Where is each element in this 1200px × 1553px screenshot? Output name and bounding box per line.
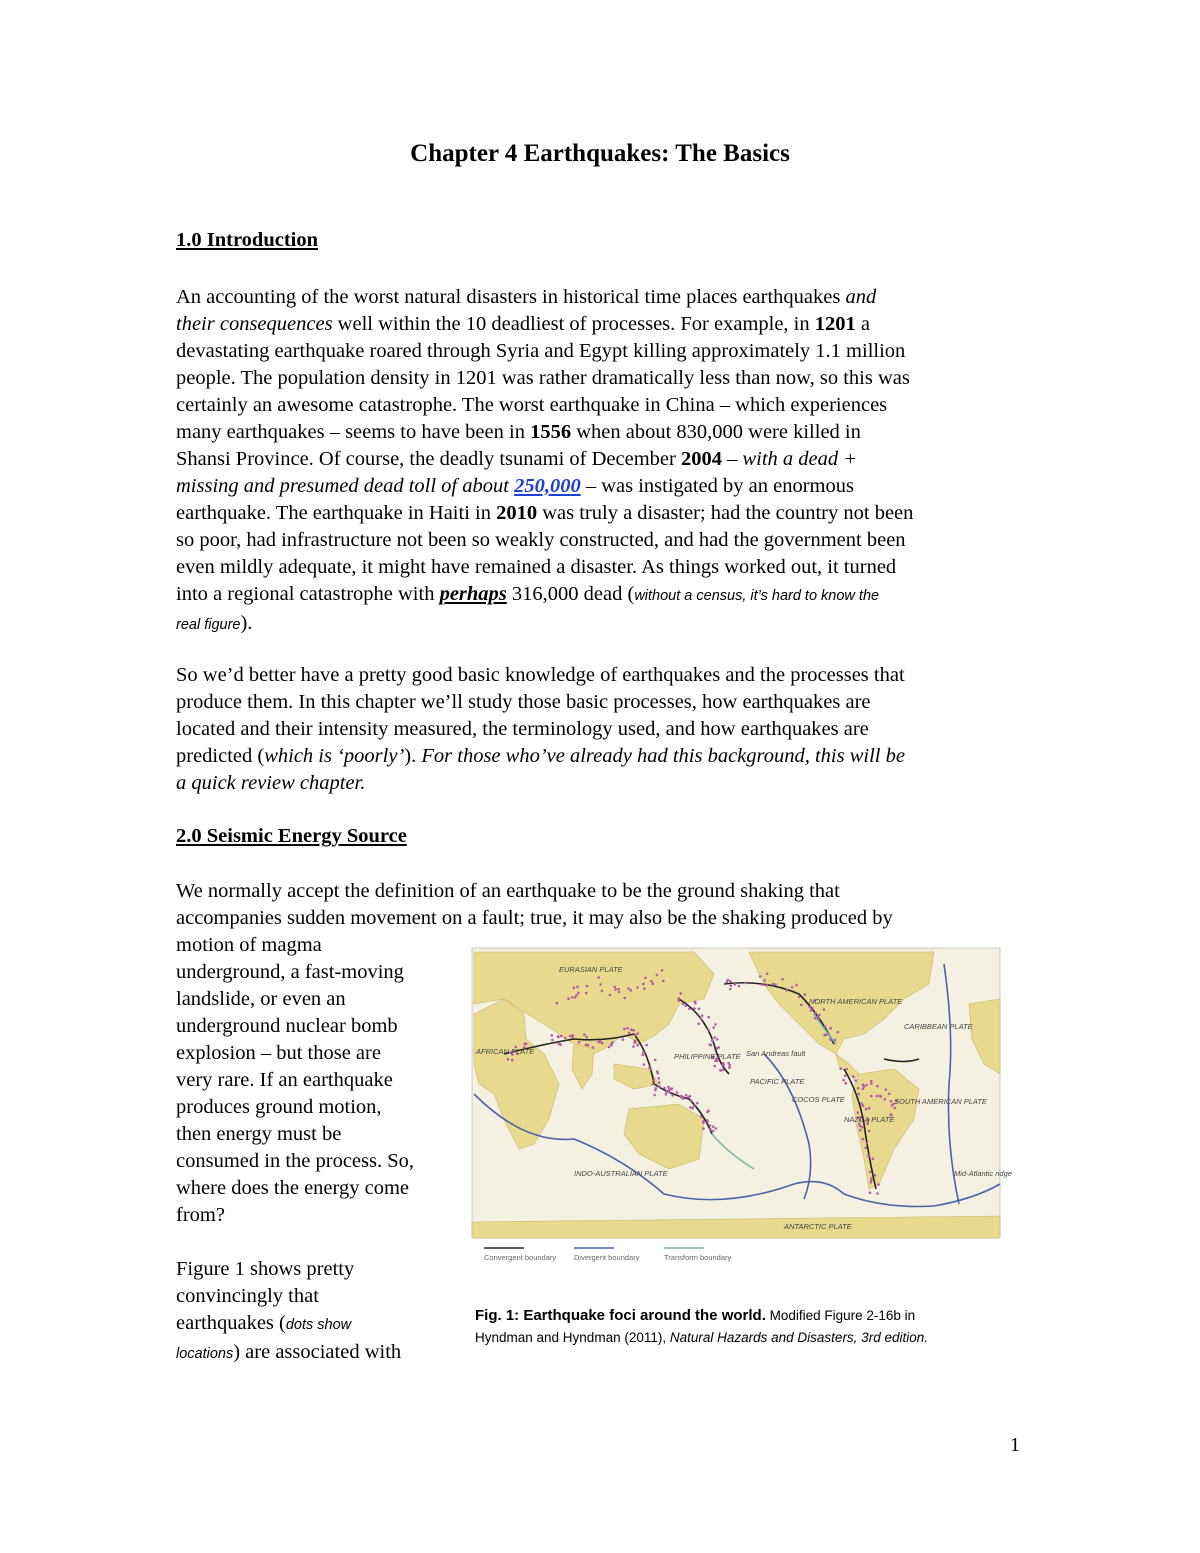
earthquake-dot <box>712 1125 715 1128</box>
earthquake-dot <box>829 1038 832 1041</box>
earthquake-dot <box>680 1096 683 1099</box>
earthquake-dot <box>872 1158 875 1161</box>
earthquake-dot <box>678 997 681 1000</box>
earthquake-dot <box>601 1042 604 1045</box>
earthquake-dot <box>766 984 769 987</box>
earthquake-dot <box>658 1085 661 1088</box>
earthquake-dot <box>701 1014 704 1017</box>
earthquake-dot <box>601 990 604 993</box>
earthquake-dot <box>877 1183 880 1186</box>
earthquake-dot <box>744 982 747 985</box>
earthquake-dot <box>865 1108 868 1111</box>
earthquake-dot <box>728 1066 731 1069</box>
earthquake-dot <box>564 1037 567 1040</box>
earthquake-dot <box>874 1174 877 1177</box>
earthquake-dot <box>706 1119 709 1122</box>
earthquake-dot <box>844 1075 847 1078</box>
earthquake-dot <box>707 1016 710 1019</box>
earthquake-dot <box>858 1093 861 1096</box>
earthquake-dot <box>698 1008 701 1011</box>
earthquake-dot <box>711 1039 714 1042</box>
earthquake-dot <box>702 1127 705 1130</box>
earthquake-dot <box>676 1091 679 1094</box>
earthquake-dot <box>628 1032 631 1035</box>
earthquake-dot <box>556 1002 559 1005</box>
earthquake-dot <box>558 1043 561 1046</box>
earthquake-dot <box>630 989 633 992</box>
legend-transform: Transform boundary <box>664 1253 732 1262</box>
earthquake-dot <box>623 997 626 1000</box>
earthquake-dot <box>857 1111 860 1114</box>
earthquake-dot <box>876 1095 879 1098</box>
earthquake-dot <box>804 993 807 996</box>
figure-caption: Fig. 1: Earthquake foci around the world. Modified Figure 2-16b in Hyndman and Hyndman (2011), Natural Hazards and Disasters, 3rd edition. <box>475 1307 928 1345</box>
earthquake-dot <box>884 1098 887 1101</box>
earthquake-dot <box>868 1130 871 1133</box>
label-san-andreas-fault: San Andreas fault <box>746 1049 806 1058</box>
earthquake-dot <box>643 988 646 991</box>
earthquake-dot <box>824 1025 827 1028</box>
earthquake-dot <box>814 1012 817 1015</box>
section-heading-seismic-energy-source: 2.0 Seismic Energy Source <box>176 825 407 847</box>
earthquake-dot <box>696 1102 699 1105</box>
earthquake-dot <box>722 1068 725 1071</box>
earthquake-dot <box>845 1082 848 1085</box>
earthquake-dot <box>653 1079 656 1082</box>
earthquake-dot <box>622 1038 625 1041</box>
earthquake-dot <box>719 1069 722 1072</box>
earthquake-dot <box>814 1017 817 1020</box>
earthquake-dot <box>870 1181 873 1184</box>
earthquake-dot <box>657 1077 660 1080</box>
earthquake-dot <box>576 985 579 988</box>
earthquake-dot <box>688 1008 691 1011</box>
earthquake-dot <box>662 980 665 983</box>
earthquake-dot <box>682 1003 685 1006</box>
earthquake-dot <box>668 1088 671 1091</box>
earthquake-dot <box>614 988 617 991</box>
earthquake-dot <box>774 983 777 986</box>
seismic-paragraph-2: Figure 1 shows pretty convincingly that earthquakes (dots show locations) are associated with <box>176 1258 402 1363</box>
label-nazca-plate: NAZCA PLATE <box>844 1115 895 1124</box>
legend-divergent: Divergent boundary <box>574 1253 640 1262</box>
earthquake-dot <box>734 983 737 986</box>
earthquake-dot <box>842 1079 845 1082</box>
earthquake-dot <box>811 1007 814 1010</box>
earthquake-dot <box>876 1192 879 1195</box>
earthquake-dot <box>859 1129 862 1132</box>
earthquake-dot <box>654 1089 657 1092</box>
label-pacific-plate: PACIFIC PLATE <box>750 1077 805 1086</box>
earthquake-dot <box>642 1051 645 1054</box>
earthquake-dot <box>657 1072 660 1075</box>
earthquake-dot <box>577 992 580 995</box>
earthquake-dot <box>592 1046 595 1049</box>
earthquake-dot <box>714 1065 717 1068</box>
earthquake-dot <box>697 1023 700 1026</box>
earthquake-dot <box>817 1018 820 1021</box>
earthquake-dot <box>738 985 741 988</box>
earthquake-dot <box>761 983 764 986</box>
earthquake-dot <box>663 1087 666 1090</box>
earthquake-dot <box>722 1062 725 1065</box>
earthquake-dot <box>583 1033 586 1036</box>
earthquake-dot <box>795 984 798 987</box>
earthquake-dot <box>727 979 730 982</box>
earthquake-dot <box>785 989 788 992</box>
label-indo-australian-plate: INDO-AUSTRALIAN PLATE <box>574 1169 668 1178</box>
earthquake-dot <box>551 1039 554 1042</box>
earthquake-dot <box>839 1067 842 1070</box>
earthquake-dot <box>571 996 574 999</box>
earthquake-dot <box>829 1027 832 1030</box>
earthquake-dot <box>781 978 784 981</box>
earthquake-dot <box>716 1038 719 1041</box>
earthquake-dot <box>823 1034 826 1037</box>
earthquake-dot <box>627 987 630 990</box>
earthquake-dot <box>845 1068 848 1071</box>
earthquake-dot <box>597 976 600 979</box>
earthquake-dot <box>511 1059 514 1062</box>
earthquake-dot <box>864 1147 867 1150</box>
label-antarctic-plate: ANTARCTIC PLATE <box>784 1222 852 1231</box>
page-number: 1 <box>1010 1434 1020 1456</box>
label-eurasian-plate: EURASIAN PLATE <box>559 965 623 974</box>
earthquake-dot <box>712 1130 715 1133</box>
earthquake-dot <box>766 973 769 976</box>
earthquake-dot <box>870 1080 873 1083</box>
earthquake-dot <box>578 1041 581 1044</box>
earthquake-dot <box>834 1039 837 1042</box>
earthquake-dot <box>667 1086 670 1089</box>
legend-convergent: Convergent boundary <box>484 1253 557 1262</box>
seismic-paragraph-1-continued: motion of magma underground, a fast-moving landslide, or even an underground nuclear bomb explosion – but those are very rare. If an earthquake produces ground motion, then energy must be consumed in the process. So, where does the energy come from? <box>176 934 414 1226</box>
earthquake-dot <box>707 1029 710 1032</box>
earthquake-dot <box>869 1191 872 1194</box>
earthquake-dot <box>714 1036 717 1039</box>
earthquake-dot <box>671 1087 674 1090</box>
earthquake-dot <box>658 1081 661 1084</box>
earthquake-dot <box>861 1126 864 1129</box>
chapter-title: Chapter 4 Earthquakes: The Basics <box>410 140 790 167</box>
section-heading-introduction: 1.0 Introduction <box>176 229 319 251</box>
earthquake-dot <box>632 1045 635 1048</box>
label-cocos-plate: COCOS PLATE <box>792 1095 845 1104</box>
earthquake-dot <box>854 1079 857 1082</box>
earthquake-dot <box>598 1041 601 1044</box>
earthquake-dot <box>618 991 621 994</box>
earthquake-dot <box>823 1008 826 1011</box>
earthquake-dot <box>867 1154 870 1157</box>
earthquake-dot <box>608 1046 611 1049</box>
earthquake-dot <box>862 1087 865 1090</box>
earthquake-dot <box>712 1026 715 1029</box>
earthquake-dot <box>809 1006 812 1009</box>
earthquake-dot <box>702 1121 705 1124</box>
earthquake-dot <box>888 1093 891 1096</box>
label-mid-atlantic-ridge: Mid-Atlantic ridge <box>954 1169 1012 1178</box>
earthquake-dot <box>693 1007 696 1010</box>
earthquake-dot <box>862 1138 865 1141</box>
earthquake-dot <box>609 994 612 997</box>
earthquake-dot <box>560 1035 563 1038</box>
earthquake-dot <box>691 1107 694 1110</box>
earthquake-dot <box>632 1029 635 1032</box>
earthquake-dot <box>706 1111 709 1114</box>
earthquake-dot <box>729 988 732 991</box>
label-african-plate: AFRICAN PLATE <box>476 1047 535 1056</box>
earthquake-dot <box>610 1042 613 1045</box>
earthquake-dot <box>876 1085 879 1088</box>
earthquake-dot <box>694 1002 697 1005</box>
earthquake-dot <box>866 1142 869 1145</box>
earthquake-dot <box>817 1015 820 1018</box>
earthquake-dot <box>652 1083 655 1086</box>
earthquake-dot <box>894 1107 897 1110</box>
earthquake-dot <box>890 1100 893 1103</box>
earthquake-dot <box>772 983 775 986</box>
earthquake-dot <box>665 1090 668 1093</box>
label-north-american-plate: NORTH AMERICAN PLATE <box>809 997 903 1006</box>
earthquake-dot <box>714 1023 717 1026</box>
earthquake-dot <box>810 1009 813 1012</box>
earthquake-dot <box>645 1044 648 1047</box>
earthquake-dot <box>634 1034 637 1037</box>
earthquake-dot <box>700 1018 703 1021</box>
earthquake-dot <box>623 1028 626 1031</box>
introduction-paragraph-1: An accounting of the worst natural disasters in historical time places earthquakes and their consequences well within the 10 deadliest of processes. For example, in 1201 a devastating earthquake roared through Syria and Egypt killing approximately 1.1 million people. The population density in 1201 was rather dramatically less than now, so this was certainly an awesome catastrophe. The worst earthquake in China – which experiences many earthquakes – seems to have been in 1556 when about 830,000 were killed in Shansi Province. Of course, the deadly tsunami of December 2004 – with a dead + missing and presumed dead toll of about 250,000 – was instigated by an enormous earthquake. The earthquake in Haiti in 2010 was truly a disaster; had the country not been so poor, had infrastructure not been so weakly constructed, and had the government been even mildly adequate, it might have remained a disaster. As things worked out, it turned into a regional catastrophe with perhaps 316,000 dead (without a census, it’s hard to know the real figure). <box>176 286 914 634</box>
earthquake-dot <box>700 1115 703 1118</box>
earthquake-dot <box>690 1099 693 1102</box>
earthquake-dot <box>870 1177 873 1180</box>
earthquake-dot <box>798 995 801 998</box>
earthquake-dot <box>885 1088 888 1091</box>
highlighted-death-toll: 250,000 <box>514 475 581 497</box>
earthquake-dot <box>728 1064 731 1067</box>
earthquake-dot <box>636 1032 639 1035</box>
earthquake-dot <box>860 1102 863 1105</box>
earthquake-dot <box>633 1041 636 1044</box>
earthquake-dot <box>587 1044 590 1047</box>
seismic-paragraph-1: We normally accept the definition of an earthquake to be the ground shaking that accompanies sudden movement on a fault; true, it may also be the shaking produced by <box>176 880 893 929</box>
earthquake-dot <box>709 1128 712 1131</box>
earthquake-dot <box>709 1043 712 1046</box>
earthquake-dot <box>671 1094 674 1097</box>
earthquake-dot <box>656 974 659 977</box>
earthquake-dot <box>557 1036 560 1039</box>
earthquake-dot <box>689 1095 692 1098</box>
earthquake-dot <box>685 1094 688 1097</box>
earthquake-dot <box>716 1047 719 1050</box>
earthquake-dot <box>868 1107 871 1110</box>
earthquake-dot <box>654 1059 657 1062</box>
earthquake-dot <box>653 1094 656 1097</box>
earthquake-dot <box>862 1104 865 1107</box>
earthquake-dot <box>863 1085 866 1088</box>
earthquake-dot <box>865 1084 868 1087</box>
earthquake-dot <box>836 1031 839 1034</box>
earthquake-dot <box>569 1035 572 1038</box>
earthquake-dot <box>575 994 578 997</box>
earthquake-dot <box>729 980 732 983</box>
earthquake-dot <box>800 1004 803 1007</box>
earthquake-dot <box>585 992 588 995</box>
earthquake-dot <box>574 996 577 999</box>
earthquake-dot <box>585 1044 588 1047</box>
earthquake-dot <box>730 984 733 987</box>
earthquake-dot <box>869 1171 872 1174</box>
earthquake-dot <box>571 1036 574 1039</box>
earthquake-dot <box>599 983 602 986</box>
earthquake-dot <box>644 977 647 980</box>
earthquake-dot <box>665 1093 668 1096</box>
earthquake-dot <box>586 985 589 988</box>
earthquake-dot <box>585 1036 588 1039</box>
earthquake-dot <box>573 987 576 990</box>
earthquake-dot <box>507 1058 510 1061</box>
earthquake-dot <box>652 982 655 985</box>
earthquake-dot <box>791 986 794 989</box>
earthquake-dot <box>759 975 762 978</box>
earthquake-dot <box>870 1082 873 1085</box>
label-south-american-plate: SOUTH AMERICAN PLATE <box>894 1097 987 1106</box>
earthquake-dot <box>626 1027 629 1030</box>
earthquake-dot <box>551 1034 554 1037</box>
earthquake-dot <box>636 1044 639 1047</box>
earthquake-dot <box>642 983 645 986</box>
earthquake-dot <box>643 1063 646 1066</box>
earthquake-dot <box>650 1068 653 1071</box>
earthquake-dot <box>852 1075 855 1078</box>
earthquake-dot <box>879 1094 882 1097</box>
earthquake-dot <box>630 1028 633 1031</box>
label-philippine-plate: PHILIPPINE PLATE <box>674 1052 741 1061</box>
earthquake-dot <box>680 992 683 995</box>
introduction-paragraph-2: So we’d better have a pretty good basic knowledge of earthquakes and the processes that produce them. In this chapter we’ll study those basic processes, how earthquakes are located and their intensity measured, the terminology used, and how earthquakes are predicted (which is ‘poorly’). For those who’ve already had this background, this will be a quick review chapter. <box>176 664 905 794</box>
earthquake-dot <box>642 1054 645 1057</box>
earthquake-dot <box>857 1087 860 1090</box>
earthquake-dot <box>763 979 766 982</box>
earthquake-foci-world-map <box>464 944 1012 1284</box>
earthquake-dot <box>617 988 620 991</box>
earthquake-dot <box>525 1043 528 1046</box>
earthquake-dot <box>613 986 616 989</box>
earthquake-dot <box>709 1124 712 1127</box>
earthquake-dot <box>661 969 664 972</box>
earthquake-dot <box>567 997 570 1000</box>
earthquake-dot <box>636 986 639 989</box>
earthquake-dot <box>650 980 653 983</box>
earthquake-dot <box>693 1105 696 1108</box>
earthquake-dot <box>715 1127 718 1130</box>
label-caribbean-plate: CARIBBEAN PLATE <box>904 1022 973 1031</box>
earthquake-dot <box>685 1004 688 1007</box>
earthquake-dot <box>870 1095 873 1098</box>
